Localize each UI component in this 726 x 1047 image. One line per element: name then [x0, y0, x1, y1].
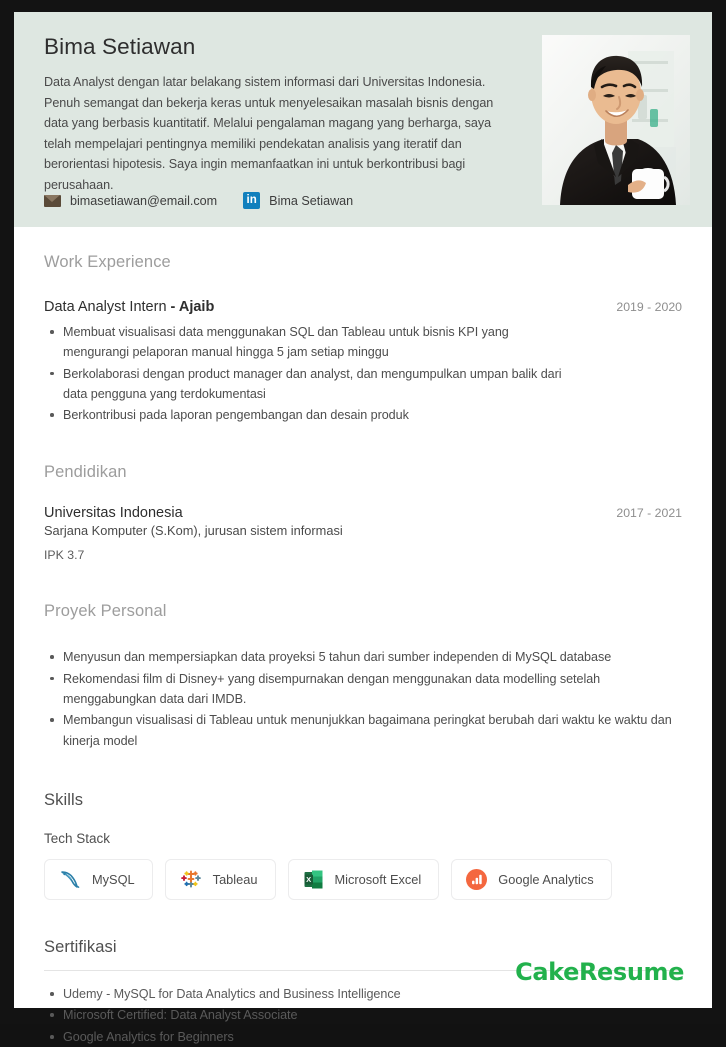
work-entry-header	[44, 299, 682, 315]
skill-chip-excel[interactable]	[288, 859, 440, 900]
certification-text: Microsoft Certified: Data Analyst Associate	[63, 1008, 298, 1023]
contact-linkedin[interactable]	[243, 192, 353, 209]
skill-label: Microsoft Excel	[334, 871, 422, 887]
work-company: - Ajaib	[170, 299, 215, 315]
section-certifications	[44, 938, 682, 1047]
skill-chip-list	[44, 859, 682, 900]
list-item	[44, 669, 682, 710]
avatar	[542, 35, 690, 205]
google-analytics-icon	[466, 869, 487, 890]
skill-chip-google-analytics[interactable]	[451, 859, 611, 900]
portrait-photo-icon	[542, 35, 690, 205]
email-text: bimasetiawan@email.com	[70, 193, 218, 208]
resume-header	[14, 12, 712, 227]
work-bullet-text: Berkontribusi pada laporan pengembangan dan desain produk	[63, 408, 409, 423]
education-degree: Sarjana Komputer (S.Kom), jurusan sistem informasi	[44, 523, 343, 539]
list-item	[44, 405, 564, 425]
education-date: 2017 - 2021	[616, 506, 682, 521]
list-item	[44, 984, 682, 1005]
contact-email[interactable]	[44, 194, 217, 208]
section-heading-education: Pendidikan	[44, 463, 127, 482]
project-bullet-text: Menyusun dan mempersiapkan data proyeksi 5 tahun dari sumber independen di MySQL database	[63, 650, 612, 665]
contact-list	[44, 192, 353, 209]
list-item	[44, 364, 564, 405]
section-education	[44, 463, 682, 562]
cakeresume-logo: CakeResume	[515, 958, 684, 986]
education-gpa: IPK 3.7	[44, 548, 85, 563]
excel-icon	[303, 869, 324, 890]
section-work-experience	[44, 253, 682, 425]
resume-page	[14, 12, 712, 1044]
envelope-icon	[44, 195, 61, 207]
page-title: Bima Setiawan	[44, 34, 196, 59]
skill-label: Tableau	[212, 871, 258, 887]
skill-chip-tableau[interactable]	[165, 859, 276, 900]
resume-body	[14, 253, 712, 1047]
section-projects	[44, 602, 682, 750]
certification-text: Google Analytics for Beginners	[63, 1029, 234, 1044]
list-item	[44, 1027, 682, 1047]
section-heading-certifications: Sertifikasi	[44, 937, 117, 956]
tableau-icon	[180, 868, 202, 890]
section-heading-projects: Proyek Personal	[44, 602, 167, 621]
section-heading-skills: Skills	[44, 790, 84, 809]
mysql-dolphin-icon	[59, 869, 81, 889]
skill-label: Google Analytics	[498, 871, 594, 887]
list-item	[44, 647, 682, 667]
project-bullet-text: Membangun visualisasi di Tableau untuk menunjukkan bagaimana peringkat berubah dari waktu ke waktu dan kinerja model	[63, 713, 672, 748]
project-bullet-text: Rekomendasi film di Disney+ yang disempurnakan dengan menggunakan data modelling setelah menggabungkan data dari IMDB.	[63, 671, 601, 707]
linkedin-text: Bima Setiawan	[269, 193, 354, 208]
list-item	[44, 1005, 682, 1026]
certification-text: Udemy - MySQL for Data Analytics and Business Intelligence	[63, 986, 401, 1001]
skill-label: MySQL	[92, 871, 135, 887]
work-bullet-text: Berkolaborasi dengan product manager dan analyst, dan mengumpulkan umpan balik dari data pengguna yang terdokumentasi	[63, 366, 562, 401]
linkedin-icon	[243, 192, 260, 209]
project-bullet-list	[44, 647, 682, 750]
work-entry-title	[44, 299, 214, 315]
svg-text:X: X	[305, 874, 311, 884]
work-bullet-text: Membuat visualisasi data menggunakan SQL dan Tableau untuk bisnis KPI yang mengurangi pelaporan manual hingga 5 jam setiap minggu	[63, 325, 509, 360]
section-skills	[44, 791, 682, 900]
work-role: Data Analyst Intern	[44, 299, 167, 315]
work-bullet-list	[44, 322, 682, 425]
certification-list	[44, 984, 682, 1047]
list-item	[44, 322, 564, 363]
summary-text: Data Analyst dengan latar belakang sistem informasi dari Universitas Indonesia. Penuh semangat dan bekerja keras untuk menyelesaikan masalah bisnis dengan data yang berbasis kuantitatif. Melalui pengalaman magang yang berharga, saya telah mempelajari pentingnya memiliki pendekatan analisis yang iteratif dan berorientasi hipotesis. Saya ingin memanfaatkan ini untuk berkontribusi bagi perusahaan.	[44, 75, 494, 192]
section-heading-work: Work Experience	[44, 253, 171, 271]
work-entry-date: 2019 - 2020	[616, 300, 682, 314]
skills-subheading: Tech Stack	[44, 830, 111, 846]
list-item	[44, 710, 682, 751]
education-school: Universitas Indonesia	[44, 505, 183, 522]
education-entry-header	[44, 505, 682, 521]
skill-chip-mysql[interactable]	[44, 859, 153, 900]
